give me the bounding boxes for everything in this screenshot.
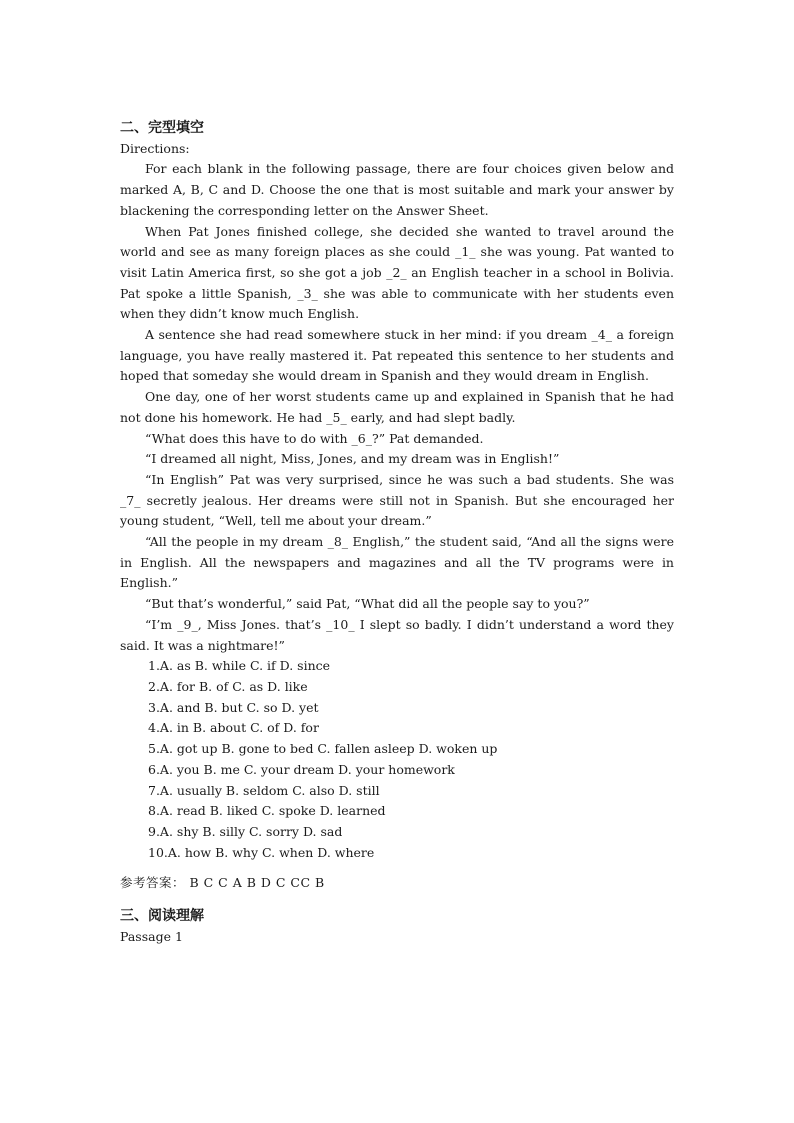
option-line: 10.A. how B. why C. when D. where — [148, 844, 375, 860]
option-line: 1.A. as B. while C. if D. since — [148, 658, 331, 674]
option-line: 2.A. for B. of C. as D. like — [148, 678, 308, 694]
passage-paragraph: “All the people in my dream _8_ English,” the student said, “And all the signs were in English. All the newspapers and magazines and all the TV programs were in English.” — [120, 534, 674, 591]
option-line: 5.A. got up B. gone to bed C. fallen asleep D. woken up — [148, 741, 498, 757]
passage-paragraph: “But that’s wonderful,” said Pat, “What did all the people say to you?” — [145, 596, 590, 612]
passage-paragraph: “I dreamed all night, Miss, Jones, and my dream was in English!” — [145, 451, 560, 467]
passage-paragraph: “I’m _9_, Miss Jones. that’s _10_ I slept so badly. I didn’t understand a word they said. It was a nightmare!” — [120, 616, 674, 653]
option-line: 6.A. you B. me C. your dream D. your homework — [148, 761, 455, 777]
section-heading-cloze: 二、完型填空 — [120, 120, 204, 136]
directions-label: Directions: — [120, 140, 190, 156]
passage-paragraph: When Pat Jones finished college, she decided she wanted to travel around the world and see as many foreign places as she could _1_ she was young. Pat wanted to visit Latin America first, so she got a job _2_ an English teacher in a school in Bolivia. Pat spoke a little Spanish, _3_ she was able to communicate with her students even when they didn’t know much English. — [120, 223, 674, 322]
passage-paragraph: One day, one of her worst students came up and explained in Spanish that he had not done his homework. He had _5_ early, and had slept badly. — [120, 389, 674, 425]
option-line: 4.A. in B. about C. of D. for — [148, 720, 319, 736]
passage-paragraph: “In English” Pat was very surprised, since he was such a bad students. She was _7_ secretly jealous. Her dreams were still not in Spanish. But she encouraged her young student, “Well, tell me about your dream.” — [120, 471, 674, 529]
option-line: 3.A. and B. but C. so D. yet — [148, 699, 319, 715]
option-line: 9.A. shy B. silly C. sorry D. sad — [148, 823, 343, 839]
passage-label: Passage 1 — [120, 928, 183, 944]
passage-paragraph: “What does this have to do with _6_?” Pat demanded. — [145, 430, 484, 446]
document-page — [120, 118, 674, 947]
passage-paragraph: A sentence she had read somewhere stuck in her mind: if you dream _4_ a foreign language, you have really mastered it. Pat repeated this sentence to her students and hoped that someday she would dream in Spanish and they would dream in English. — [120, 327, 674, 384]
option-line: 7.A. usually B. seldom C. also D. still — [148, 782, 380, 798]
answer-key: 参考答案： B C C A B D C CC B — [120, 875, 325, 891]
section-heading-reading: 三、阅读理解 — [120, 908, 204, 925]
option-line: 8.A. read B. liked C. spoke D. learned — [148, 803, 386, 819]
directions-text: For each blank in the following passage, there are four choices given below and marked A, B, C and D. Choose the one that is most suitable and mark your answer by blackening the corresponding letter on the Answer Sheet. — [120, 161, 674, 218]
